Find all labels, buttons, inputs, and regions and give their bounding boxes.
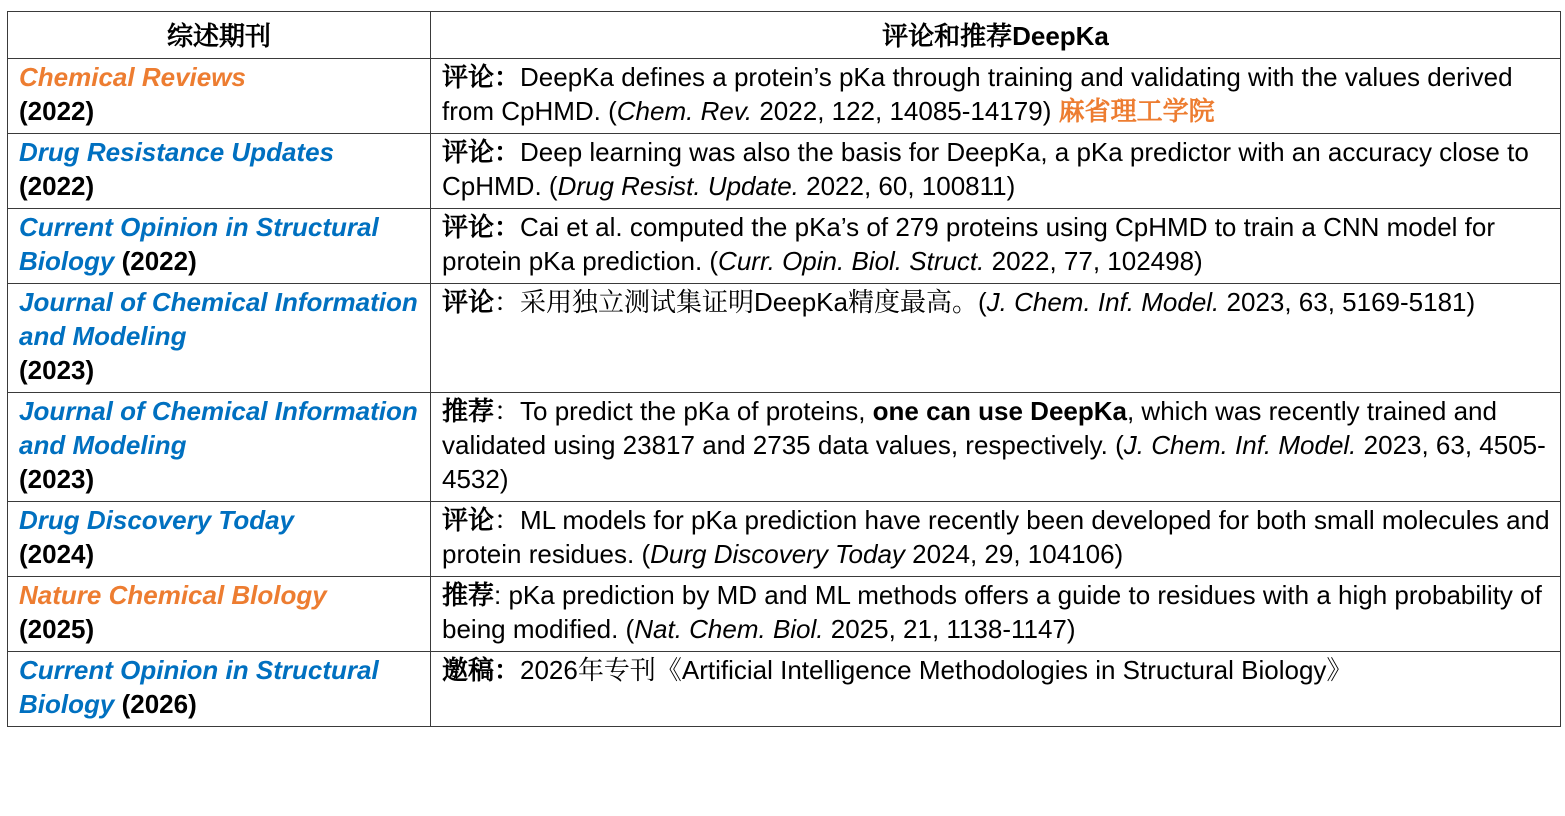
- table-row: [8, 393, 1561, 502]
- journal-name: Journal of Chemical Information and Modeling: [19, 287, 418, 351]
- citation-detail: 2022, 122, 14085-14179): [752, 96, 1059, 126]
- journal-name: Nature Chemical Blology: [19, 580, 327, 610]
- citation-journal: Durg Discovery Today: [650, 539, 905, 569]
- table-row: [8, 134, 1561, 209]
- comment-text: DeepKa defines a protein’s pKa through training and validating with the values derived from CpHMD. (: [442, 62, 1513, 126]
- citation-detail: 2024, 29, 104106): [904, 539, 1124, 569]
- citation-detail: 2025, 21, 1138-1147): [823, 614, 1076, 644]
- journal-name: Journal of Chemical Information and Modeling: [19, 396, 418, 460]
- comment-lead: 邀稿：: [442, 655, 521, 685]
- journal-year: (2024): [19, 539, 95, 569]
- comment-lead: 推荐: [442, 396, 495, 426]
- journal-name: Chemical Reviews: [19, 62, 246, 92]
- journal-cell: [8, 577, 431, 652]
- table-row: [8, 502, 1561, 577]
- comment-lead: 评论：: [442, 212, 521, 242]
- journal-cell: [8, 393, 431, 502]
- comment-text: 2026年专刊《Artificial Intelligence Methodologies in Structural Biology》: [520, 655, 1353, 685]
- comment-text: Cai et al. computed the pKa’s of 279 proteins using CpHMD to train a CNN model for protein pKa prediction. (: [442, 212, 1496, 276]
- table-row: [8, 284, 1561, 393]
- comment-lead: 评论: [442, 287, 495, 317]
- journal-year: (2022): [19, 171, 95, 201]
- journal-cell: [8, 209, 431, 284]
- review-table: [7, 11, 1561, 727]
- journal-year: (2023): [19, 355, 95, 385]
- comment-emphasis: one can use DeepKa: [872, 396, 1127, 426]
- journal-cell: [8, 502, 431, 577]
- citation-journal: Nat. Chem. Biol.: [634, 614, 824, 644]
- comment-cell: [431, 502, 1561, 577]
- journal-year: (2026): [121, 689, 197, 719]
- comment-cell: [431, 134, 1561, 209]
- journal-name: Drug Discovery Today: [19, 505, 295, 535]
- comment-text: Deep learning was also the basis for DeepKa, a pKa predictor with an accuracy close to CpHMD. (: [442, 137, 1529, 201]
- citation-journal: J. Chem. Inf. Model.: [986, 287, 1220, 317]
- comment-cell: [431, 209, 1561, 284]
- comment-cell: [431, 577, 1561, 652]
- comment-text: ：采用独立测试集证明DeepKa精度最高。(: [494, 287, 987, 317]
- journal-cell: [8, 59, 431, 134]
- citation-detail: 2022, 60, 100811): [798, 171, 1016, 201]
- comment-cell: [431, 652, 1561, 727]
- citation-journal: J. Chem. Inf. Model.: [1123, 430, 1357, 460]
- citation-journal: Drug Resist. Update.: [557, 171, 799, 201]
- table-row: [8, 652, 1561, 727]
- citation-journal: Curr. Opin. Biol. Struct.: [718, 246, 985, 276]
- journal-year: (2022): [19, 96, 95, 126]
- comment-text: ：ML models for pKa prediction have recently been developed for both small molecules and protein residues. (: [442, 505, 1550, 569]
- journal-cell: [8, 284, 431, 393]
- journal-year: (2023): [19, 464, 95, 494]
- comment-lead: 评论：: [442, 62, 521, 92]
- table-row: [8, 59, 1561, 134]
- journal-name: Current Opinion in Structural Biology: [19, 655, 379, 719]
- citation-detail: 2022, 77, 102498): [984, 246, 1203, 276]
- comment-text-cont: , which was recently trained and validated using 23817 and 2735 data values, respectively. (: [442, 396, 1497, 460]
- table-header-row: [8, 12, 1561, 59]
- citation-journal: Chem. Rev.: [616, 96, 753, 126]
- header-journal: 综述期刊: [8, 12, 431, 59]
- comment-cell: [431, 59, 1561, 134]
- comment-cell: [431, 284, 1561, 393]
- comment-lead: 推荐: [442, 580, 495, 610]
- comment-lead: 评论：: [442, 137, 521, 167]
- journal-cell: [8, 134, 431, 209]
- journal-cell: [8, 652, 431, 727]
- journal-year: (2025): [19, 614, 95, 644]
- header-comment: 评论和推荐DeepKa: [431, 12, 1561, 59]
- comment-cell: [431, 393, 1561, 502]
- citation-detail: 2023, 63, 5169-5181): [1219, 287, 1476, 317]
- citation-detail: 2023, 63, 4505-4532): [442, 430, 1546, 494]
- comment-text: ：To predict the pKa of proteins,: [494, 396, 873, 426]
- comment-text: : pKa prediction by MD and ML methods offers a guide to residues with a high probability of being modified. (: [442, 580, 1542, 644]
- journal-name: Current Opinion in Structural Biology: [19, 212, 379, 276]
- institution-highlight: 麻省理工学院: [1058, 96, 1215, 126]
- journal-name: Drug Resistance Updates: [19, 137, 334, 167]
- journal-year: (2022): [121, 246, 197, 276]
- table-row: [8, 209, 1561, 284]
- table-row: [8, 577, 1561, 652]
- comment-lead: 评论: [442, 505, 495, 535]
